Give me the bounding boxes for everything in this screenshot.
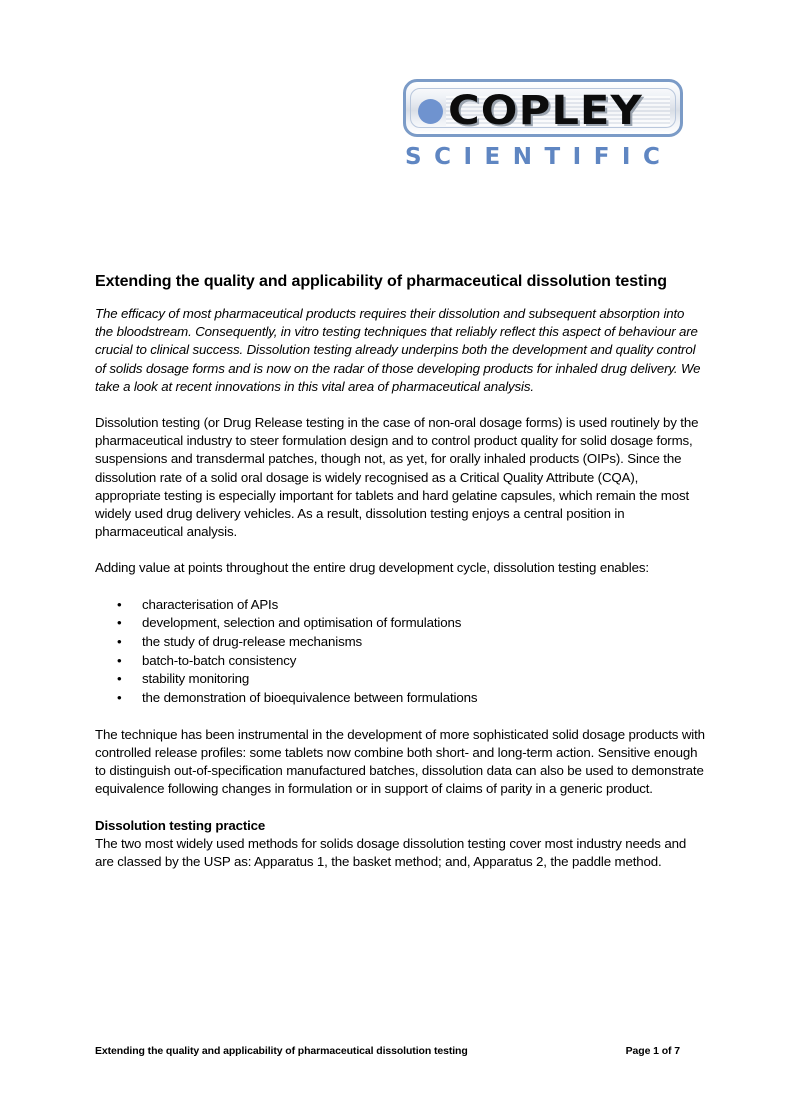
body-paragraph-1: Dissolution testing (or Drug Release testing in the case of non-oral dosage forms) is used routinely by the pharmaceutical industry to steer formulation design and to control product quality for solid dosage forms, suspensions and transdermal patches, though not, as yet, for orally inhaled products (OIPs). Since the dissolution rate of a solid oral dosage is widely recognised as a Critical Quality Attribute (CQA), appropriate testing is especially important for tablets and hard gelatine capsules, which remain the most widely used drug delivery vehicles. As a result, dissolution testing enjoys a central position in pharmaceutical analysis. bbox=[95, 415, 699, 540]
list-item-text: characterisation of APIs bbox=[142, 596, 279, 612]
document-body bbox=[95, 271, 705, 871]
section-heading: Dissolution testing practice bbox=[95, 817, 266, 833]
list-item bbox=[95, 633, 705, 652]
list-item-text: batch-to-batch consistency bbox=[142, 652, 297, 668]
document-title: Extending the quality and applicability of pharmaceutical dissolution testing bbox=[95, 273, 667, 290]
bullet-icon: • bbox=[117, 634, 122, 650]
body-paragraph-2: Adding value at points throughout the entire drug development cycle, dissolution testing enables: bbox=[95, 560, 649, 576]
list-item bbox=[95, 596, 705, 615]
body-paragraph-3: The technique has been instrumental in the development of more sophisticated solid dosage products with controlled release profiles: some tablets now combine both short- and long-term action. Sensitive enough to distinguish out-of-specification manufactured batches, dissolution data can also be used to demonstrate equivalence following changes in formulation or in support of claims of parity in a generic product. bbox=[95, 726, 705, 797]
list-item bbox=[95, 670, 705, 689]
list-item bbox=[95, 614, 705, 633]
list-item-text: development, selection and optimisation of formulations bbox=[142, 615, 462, 631]
logo-wordmark: COPLEY bbox=[448, 88, 643, 134]
copley-scientific-logo bbox=[403, 79, 685, 171]
list-item-text: stability monitoring bbox=[142, 671, 250, 687]
logo-frame bbox=[403, 79, 683, 137]
bullet-icon: • bbox=[117, 690, 122, 706]
section-paragraph: The two most widely used methods for solids dosage dissolution testing cover most industry needs and are classed by the USP as: Apparatus 1, the basket method; and, Apparatus 2, the paddle method. bbox=[95, 835, 687, 870]
footer-title: Extending the quality and applicability of pharmaceutical dissolution testing bbox=[95, 1045, 468, 1057]
list-item bbox=[95, 689, 705, 708]
bullet-icon: • bbox=[117, 615, 122, 631]
bullet-icon: • bbox=[117, 652, 122, 668]
list-item-text: the demonstration of bioequivalence between formulations bbox=[142, 690, 478, 706]
list-item bbox=[95, 652, 705, 671]
page-footer bbox=[95, 1043, 680, 1061]
logo-dot-icon bbox=[418, 99, 443, 124]
page-number: Page 1 of 7 bbox=[625, 1045, 680, 1057]
intro-paragraph: The efficacy of most pharmaceutical products requires their dissolution and subsequent absorption into the bloodstream. Consequently, in vitro testing techniques that reliably reflect this aspect of behaviour are crucial to clinical success. Dissolution testing already underpins both the development and quality control of solids dosage forms and is now on the radar of those developing products for inhaled drug delivery. We take a look at recent innovations in this vital area of pharmaceutical analysis. bbox=[95, 306, 701, 394]
benefits-list bbox=[95, 596, 705, 708]
list-item-text: the study of drug-release mechanisms bbox=[142, 634, 363, 650]
bullet-icon: • bbox=[117, 596, 122, 612]
bullet-icon: • bbox=[117, 671, 122, 687]
logo-subtitle: SCIENTIFIC bbox=[405, 144, 673, 170]
